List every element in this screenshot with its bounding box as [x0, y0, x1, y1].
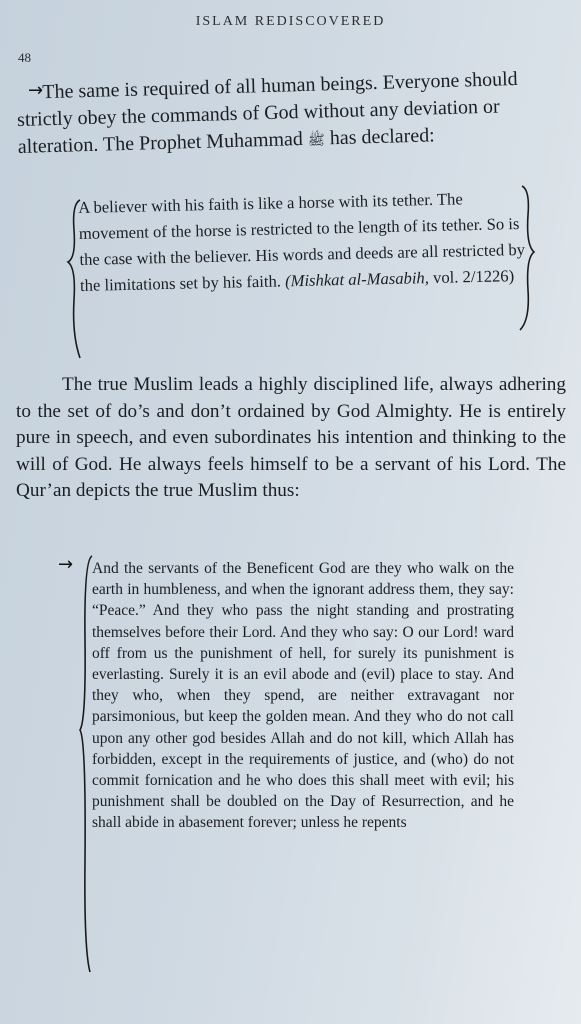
honorific-symbol: ﷺ	[307, 132, 326, 149]
paragraph-2-text: The true Muslim leads a highly disciplined life, always adhering to the set of do’s and don’t ordained by God Almighty. He is entirely pure in speech, and even subordinates his intention and thinking to the will of God. He always feels himself to be a servant of his Lord. The Qur’an depicts the true Muslim thus:	[16, 374, 566, 501]
paragraph-1-tail: has declared:	[329, 124, 436, 150]
left-bracket-quote-2	[80, 556, 92, 972]
left-bracket-quote-1	[68, 200, 80, 358]
quran-quote-text: And the servants of the Beneficent God are they who walk on the earth in humbleness, and when the ignorant address them, they say: “Peace.” And they who pass the night standing and prostrating themselves before their Lord. And they who say: O our Lord! ward off from us the punishment of hell, for surely its punishment is everlasting. Surely it is an evil abode and (evil) place to stay. And they who, when they spend, are neither extravagant nor parsimonious, but keep the golden mean. And they who do not call upon any other god besides Allah and do not kill, which Allah has forbidden, except in the requirements of justice, and (who) do not commit fornication and he who does this shall meet with evil; his punishment shall be doubled on the Day of Resurrection, and he shall abide in abasement forever; unless he repents	[92, 560, 514, 832]
handwritten-arrow-icon: →	[58, 554, 74, 575]
handwritten-arrow-icon: →	[28, 80, 44, 101]
hadith-quote-text: A believer with his faith is like a horse with its tether. The movement of the horse is restricted to the length of its tether. So is the case with the believer. His words and deeds are all restricted by the limitations set by his faith.	[78, 189, 526, 295]
hadith-source: (Mishkat al-Masabih,	[284, 268, 430, 291]
hadith-volume: vol. 2/1226)	[432, 266, 515, 287]
right-bracket-quote-1	[520, 186, 534, 330]
paragraph-1-text: The same is required of all human beings. Everyone should strictly obey the commands of God without any deviation or alteration. The Prophet Muhammad	[16, 67, 518, 158]
running-head: ISLAM REDISCOVERED	[195, 14, 386, 29]
page-number: 48	[18, 50, 31, 65]
